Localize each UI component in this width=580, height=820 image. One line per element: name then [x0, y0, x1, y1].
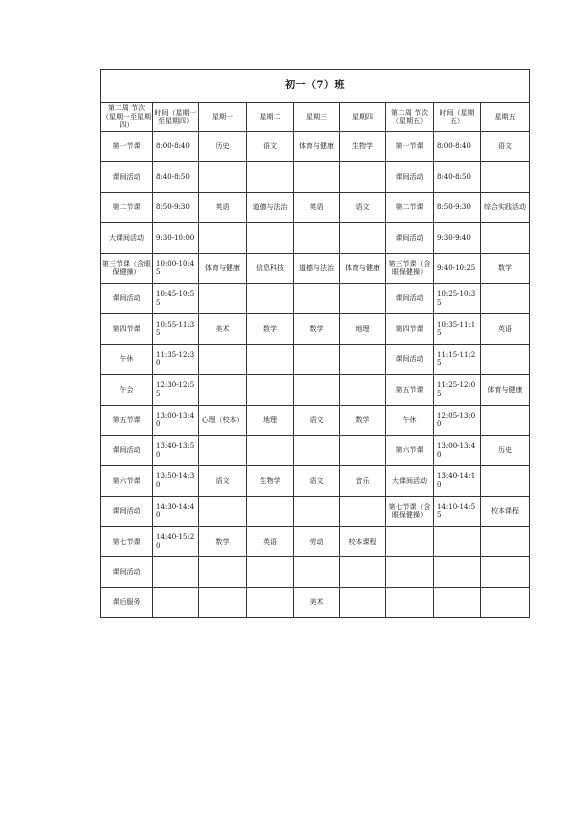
tuesday-cell: 地理: [247, 405, 294, 435]
wednesday-cell: [294, 344, 340, 374]
period-cell: 午休: [101, 344, 153, 374]
tuesday-cell: 英语: [247, 527, 294, 557]
monday-cell: [199, 283, 247, 313]
tuesday-cell: [247, 587, 294, 617]
friday-cell: 综合实践活动: [481, 192, 530, 222]
tuesday-cell: 道德与法治: [247, 192, 294, 222]
table-row: [101, 435, 530, 465]
friday-period-cell: 课间活动: [386, 162, 434, 192]
monday-cell: 美术: [199, 314, 247, 344]
friday-cell: [481, 344, 530, 374]
wednesday-cell: [294, 223, 340, 253]
table-row: [101, 223, 530, 253]
thursday-cell: 音乐: [340, 466, 386, 496]
tuesday-cell: 生物学: [247, 466, 294, 496]
friday-cell: 数学: [481, 253, 530, 283]
table-row: [101, 466, 530, 496]
friday-time-cell: 10:35-11:15: [434, 314, 481, 344]
period-cell: 第六节课: [101, 466, 153, 496]
monday-cell: [199, 435, 247, 465]
friday-period-cell: [386, 587, 434, 617]
monday-cell: 英语: [199, 192, 247, 222]
monday-cell: [199, 496, 247, 526]
thursday-cell: [340, 223, 386, 253]
period-cell: 第二节课: [101, 192, 153, 222]
friday-period-cell: 课间活动: [386, 344, 434, 374]
tuesday-cell: [247, 375, 294, 405]
table-row: [101, 162, 530, 192]
period-cell: 课后服务: [101, 587, 153, 617]
time-cell: 14:30-14:40: [153, 496, 199, 526]
period-cell: 第三节课（含眼保健操）: [101, 253, 153, 283]
time-cell: 13:00-13:40: [153, 405, 199, 435]
table-row: [101, 496, 530, 526]
friday-cell: 体育与健康: [481, 375, 530, 405]
thursday-cell: [340, 435, 386, 465]
table-row: [101, 344, 530, 374]
header-cell: 星期三: [294, 103, 340, 132]
tuesday-cell: [247, 162, 294, 192]
friday-time-cell: 11:25-12:05: [434, 375, 481, 405]
time-cell: 12:30-12:55: [153, 375, 199, 405]
friday-cell: [481, 466, 530, 496]
friday-time-cell: 8:50-9:30: [434, 192, 481, 222]
thursday-cell: 生物学: [340, 132, 386, 162]
table-row: [101, 587, 530, 617]
time-cell: 13:50-14:30: [153, 466, 199, 496]
page-title: 初一（7）班: [101, 70, 530, 103]
time-cell: 8:40-8:50: [153, 162, 199, 192]
friday-time-cell: 14:10-14:55: [434, 496, 481, 526]
tuesday-cell: [247, 283, 294, 313]
monday-cell: [199, 557, 247, 587]
table-row: [101, 527, 530, 557]
monday-cell: 体育与健康: [199, 253, 247, 283]
friday-cell: [481, 405, 530, 435]
time-cell: 8:50-9:30: [153, 192, 199, 222]
thursday-cell: [340, 557, 386, 587]
friday-period-cell: 第六节课: [386, 435, 434, 465]
monday-cell: [199, 344, 247, 374]
friday-period-cell: 午休: [386, 405, 434, 435]
table-row: [101, 405, 530, 435]
period-cell: 课间活动: [101, 557, 153, 587]
table-row: [101, 314, 530, 344]
monday-cell: 语文: [199, 466, 247, 496]
time-cell: 8:00-8:40: [153, 132, 199, 162]
monday-cell: [199, 162, 247, 192]
monday-cell: 历史: [199, 132, 247, 162]
wednesday-cell: [294, 283, 340, 313]
thursday-cell: 校本课程: [340, 527, 386, 557]
friday-time-cell: [434, 557, 481, 587]
timetable-sheet: [100, 69, 529, 618]
wednesday-cell: 语文: [294, 405, 340, 435]
wednesday-cell: [294, 496, 340, 526]
friday-period-cell: 课间活动: [386, 223, 434, 253]
header-cell: 星期一: [199, 103, 247, 132]
monday-cell: [199, 375, 247, 405]
time-cell: 10:55-11:35: [153, 314, 199, 344]
thursday-cell: 数学: [340, 405, 386, 435]
friday-cell: [481, 223, 530, 253]
period-cell: 第一节课: [101, 132, 153, 162]
wednesday-cell: [294, 375, 340, 405]
friday-time-cell: [434, 587, 481, 617]
header-cell: 星期二: [247, 103, 294, 132]
table-row: [101, 192, 530, 222]
friday-time-cell: 11:15-11:25: [434, 344, 481, 374]
header-row: [101, 103, 530, 132]
wednesday-cell: 数学: [294, 314, 340, 344]
friday-cell: [481, 587, 530, 617]
header-cell: 星期四: [340, 103, 386, 132]
wednesday-cell: 美术: [294, 587, 340, 617]
friday-time-cell: 9:30-9:40: [434, 223, 481, 253]
monday-cell: 心理（校本）: [199, 405, 247, 435]
table-row: [101, 557, 530, 587]
time-cell: 10:45-10:55: [153, 283, 199, 313]
tuesday-cell: [247, 435, 294, 465]
wednesday-cell: [294, 435, 340, 465]
friday-time-cell: 10:25-10:35: [434, 283, 481, 313]
tuesday-cell: 信息科技: [247, 253, 294, 283]
wednesday-cell: 语文: [294, 466, 340, 496]
friday-period-cell: [386, 557, 434, 587]
time-cell: 10:00-10:45: [153, 253, 199, 283]
thursday-cell: [340, 587, 386, 617]
thursday-cell: [340, 344, 386, 374]
wednesday-cell: [294, 557, 340, 587]
period-cell: 第七节课: [101, 527, 153, 557]
tuesday-cell: 数学: [247, 314, 294, 344]
friday-time-cell: 8:00-8:40: [434, 132, 481, 162]
time-cell: 13:40-13:50: [153, 435, 199, 465]
friday-period-cell: 第一节课: [386, 132, 434, 162]
friday-time-cell: 8:40-8:50: [434, 162, 481, 192]
tuesday-cell: [247, 496, 294, 526]
wednesday-cell: 英语: [294, 192, 340, 222]
wednesday-cell: 道德与法治: [294, 253, 340, 283]
timetable: [100, 69, 530, 618]
monday-cell: [199, 587, 247, 617]
friday-cell: [481, 162, 530, 192]
friday-cell: 历史: [481, 435, 530, 465]
friday-period-cell: [386, 527, 434, 557]
friday-time-cell: 12:05-13:00: [434, 405, 481, 435]
time-cell: [153, 557, 199, 587]
monday-cell: [199, 223, 247, 253]
time-cell: [153, 587, 199, 617]
friday-cell: [481, 527, 530, 557]
friday-period-cell: 第四节课: [386, 314, 434, 344]
period-cell: 课间活动: [101, 496, 153, 526]
period-cell: 课间活动: [101, 435, 153, 465]
wednesday-cell: [294, 162, 340, 192]
tuesday-cell: [247, 557, 294, 587]
friday-cell: 校本课程: [481, 496, 530, 526]
thursday-cell: [340, 375, 386, 405]
friday-cell: [481, 283, 530, 313]
friday-time-cell: 9:40-10:25: [434, 253, 481, 283]
table-row: [101, 253, 530, 283]
thursday-cell: 语文: [340, 192, 386, 222]
tuesday-cell: [247, 344, 294, 374]
thursday-cell: [340, 496, 386, 526]
period-cell: 第四节课: [101, 314, 153, 344]
header-cell: 星期五: [481, 103, 530, 132]
period-cell: 第五节课: [101, 405, 153, 435]
thursday-cell: 体育与健康: [340, 253, 386, 283]
friday-period-cell: 课间活动: [386, 283, 434, 313]
header-cell: 时间（星期五）: [434, 103, 481, 132]
thursday-cell: [340, 162, 386, 192]
period-cell: 大课间活动: [101, 223, 153, 253]
friday-cell: 英语: [481, 314, 530, 344]
period-cell: 午会: [101, 375, 153, 405]
thursday-cell: 地理: [340, 314, 386, 344]
time-cell: 14:40-15:20: [153, 527, 199, 557]
friday-time-cell: 13:40-14:10: [434, 466, 481, 496]
friday-period-cell: 第三节课（含眼保健操）: [386, 253, 434, 283]
header-cell: 时间（星期一至星期四）: [153, 103, 199, 132]
table-row: [101, 375, 530, 405]
time-cell: 9:30-10:00: [153, 223, 199, 253]
friday-cell: 语文: [481, 132, 530, 162]
header-cell: 第二周 节次（星期一至星期四）: [101, 103, 153, 132]
friday-period-cell: 第七节课（含眼保健操）: [386, 496, 434, 526]
friday-period-cell: 大课间活动: [386, 466, 434, 496]
friday-period-cell: 第五节课: [386, 375, 434, 405]
monday-cell: 数学: [199, 527, 247, 557]
friday-period-cell: 第二节课: [386, 192, 434, 222]
period-cell: 课间活动: [101, 162, 153, 192]
table-row: [101, 283, 530, 313]
friday-cell: [481, 557, 530, 587]
time-cell: 11:35-12:30: [153, 344, 199, 374]
thursday-cell: [340, 283, 386, 313]
friday-time-cell: 13:00-13:40: [434, 435, 481, 465]
period-cell: 课间活动: [101, 283, 153, 313]
tuesday-cell: 语文: [247, 132, 294, 162]
wednesday-cell: 体育与健康: [294, 132, 340, 162]
wednesday-cell: 劳动: [294, 527, 340, 557]
header-cell: 第二周 节次（星期五）: [386, 103, 434, 132]
tuesday-cell: [247, 223, 294, 253]
friday-time-cell: [434, 527, 481, 557]
table-row: [101, 132, 530, 162]
